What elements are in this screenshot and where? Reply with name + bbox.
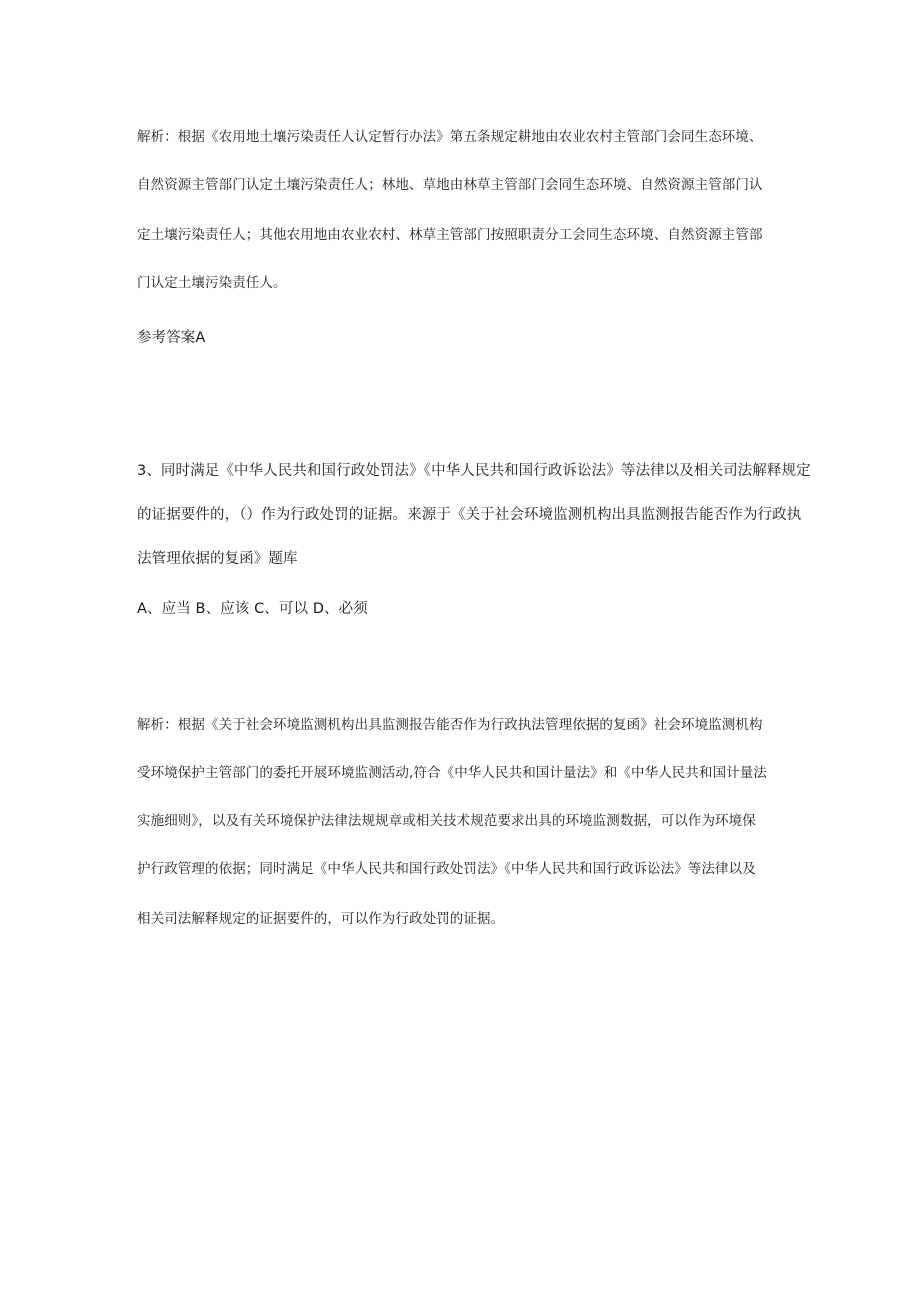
explanation-3-line-5: 相关司法解释规定的证据要件的，可以作为行政处罚的证据。: [137, 911, 505, 927]
question-3-line-3: 法管理依据的复函》题库: [137, 551, 298, 567]
reference-answer: 参考答案A: [137, 330, 206, 346]
question-3-line-2: 的证据要件的，（）作为行政处罚的证据。来源于《关于社会环境监测机构出具监测报告能否作为行政执: [137, 507, 802, 523]
explanation-1-line-1: 解析：根据《农用地土壤污染责任人认定暂行办法》第五条规定耕地由农业农村主管部门会同生态环境、: [137, 129, 763, 145]
explanation-1-line-3: 定土壤污染责任人；其他农用地由农业农村、林草主管部门按照职责分工会同生态环境、自然资源主管部: [137, 227, 763, 243]
question-3-options: A、应当 B、应该 C、可以 D、必须: [137, 601, 368, 617]
explanation-3-line-2: 受环境保护主管部门的委托开展环境监测活动,符合《中华人民共和国计量法》和《中华人民共和国计量法: [137, 765, 767, 781]
explanation-1-line-4: 门认定土壤污染责任人。: [137, 275, 287, 291]
question-3-line-1: 3、同时满足《中华人民共和国行政处罚法》《中华人民共和国行政诉讼法》等法律以及相关司法解释规定: [137, 463, 811, 479]
explanation-1-line-2: 自然资源主管部门认定土壤污染责任人；林地、草地由林草主管部门会同生态环境、自然资源主管部门认: [137, 177, 763, 193]
explanation-3-line-3: 实施细则》，以及有关环境保护法律法规规章或相关技术规范要求出具的环境监测数据，可以作为环境保: [137, 813, 756, 829]
explanation-3-line-4: 护行政管理的依据；同时满足《中华人民共和国行政处罚法》《中华人民共和国行政诉讼法》等法律以及: [137, 861, 756, 877]
explanation-3-line-1: 解析：根据《关于社会环境监测机构出具监测报告能否作为行政执法管理依据的复函》社会环境监测机构: [137, 717, 763, 733]
